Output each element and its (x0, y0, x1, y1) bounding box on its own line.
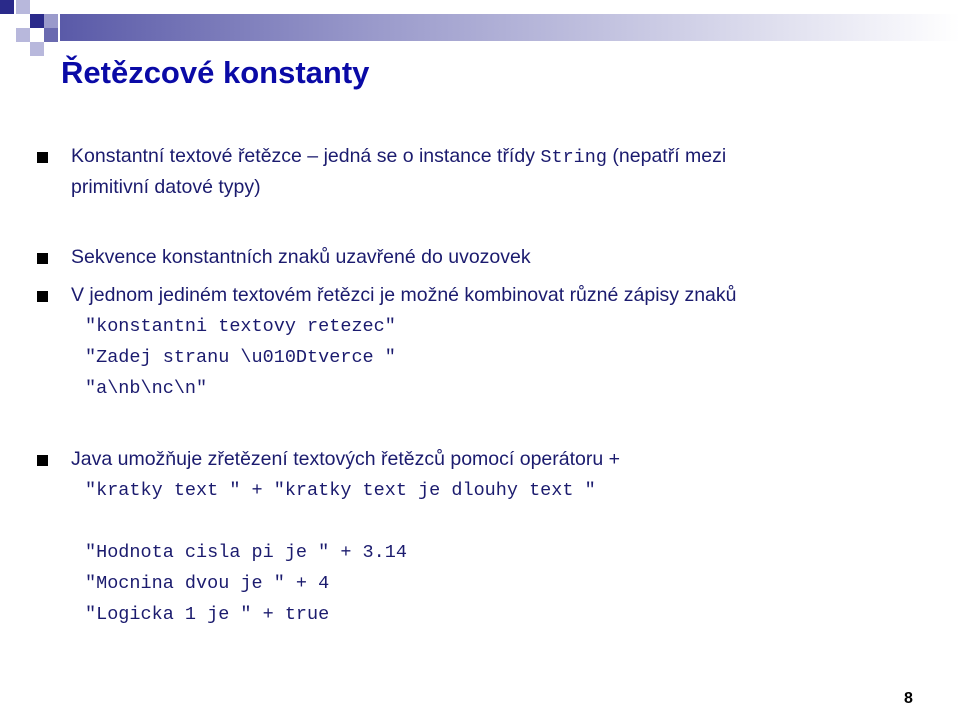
bullet-1-code: String (540, 147, 607, 168)
bullet-1-text-a: Konstantní textové řetězce – jedná se o instance třídy (71, 145, 541, 167)
bullet-4-text: Java umožňuje zřetězení textových řetězců pomocí operátoru + (71, 448, 620, 470)
code-line: "a\nb\nc\n" (85, 378, 208, 399)
bullet-marker (37, 291, 48, 302)
slide-title: Řetězcové konstanty (61, 55, 370, 90)
code-line: "Mocnina dvou je " + 4 (85, 573, 330, 594)
bullet-marker (37, 253, 48, 264)
bullet-3-text: V jednom jediném textovém řetězci je možné kombinovat různé zápisy znaků (71, 284, 737, 306)
code-line: "Zadej stranu \u010Dtverce " (85, 347, 396, 368)
bullet-1-line-2: primitivní datové typy) (71, 176, 261, 198)
page-number: 8 (904, 690, 913, 707)
code-line: "kratky text " + "kratky text je dlouhy text " (85, 480, 596, 501)
bullet-1-line-1 (71, 145, 726, 168)
header-decoration (0, 0, 960, 60)
bullet-marker (37, 455, 48, 466)
code-line: "Hodnota cisla pi je " + 3.14 (85, 542, 407, 563)
bullet-1-text-b: (nepatří mezi (607, 145, 727, 167)
code-line: "Logicka 1 je " + true (85, 604, 330, 625)
code-line: "konstantni textovy retezec" (85, 316, 396, 337)
bullet-marker (37, 152, 48, 163)
bullet-2-text: Sekvence konstantních znaků uzavřené do uvozovek (71, 246, 531, 268)
